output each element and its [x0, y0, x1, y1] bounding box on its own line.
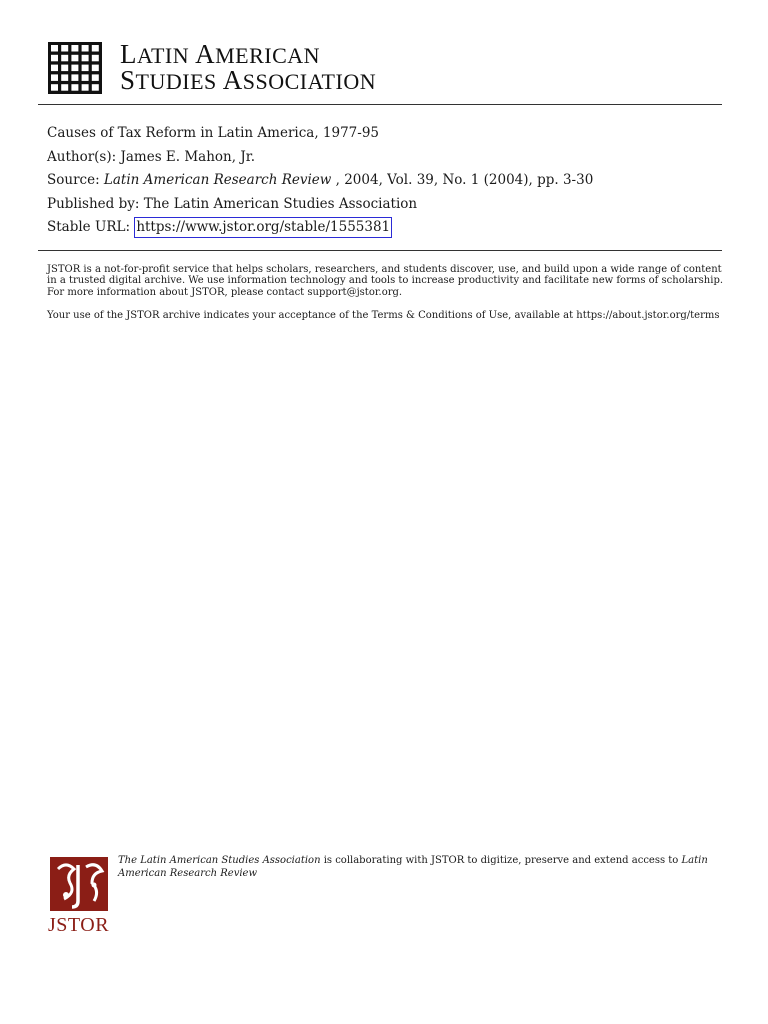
article-title: Causes of Tax Reform in Latin America, 1977-95 — [47, 125, 380, 141]
footer-collaboration-text: The Latin American Studies Association is collaborating with JSTOR to digitize, preserve and extend access to Latin American Research Review — [118, 855, 708, 879]
lasa-logo — [48, 39, 377, 95]
lasa-grid-icon — [48, 42, 102, 94]
divider-middle — [38, 250, 722, 251]
notice-paragraph-2: Your use of the JSTOR archive indicates your acceptance of the Terms & Conditions of Use, available at https://about.jstor.org/terms — [47, 309, 720, 321]
footer — [48, 855, 728, 945]
jstor-notice — [47, 264, 727, 333]
divider-top — [38, 104, 722, 105]
article-source: Source: Latin American Research Review , 2004, Vol. 39, No. 1 (2004), pp. 3-30 — [47, 172, 594, 188]
notice-paragraph-1: JSTOR is a not-for-profit service that helps scholars, researchers, and students discover, use, and build upon a wide range of content in a trusted digital archive. We use information technology and tools to increase productivity and facilitate new forms of scholarship. For more information about JSTOR, please contact support@jstor.org. — [47, 264, 724, 298]
lasa-wordmark — [120, 39, 377, 95]
article-metadata — [47, 122, 727, 240]
jstor-wordmark: JSTOR — [48, 914, 110, 936]
article-authors: Author(s): James E. Mahon, Jr. — [47, 148, 256, 165]
article-stable-url: Stable URL: https://www.jstor.org/stable/1555381 — [47, 216, 727, 240]
stable-url-link[interactable]: https://www.jstor.org/stable/1555381 — [134, 217, 392, 238]
article-publisher: Published by: The Latin American Studies Association — [47, 195, 418, 212]
lasa-wordmark-line2: STUDIES ASSOCIATION — [120, 65, 377, 95]
lasa-wordmark-line1: LATIN AMERICAN — [120, 39, 321, 69]
